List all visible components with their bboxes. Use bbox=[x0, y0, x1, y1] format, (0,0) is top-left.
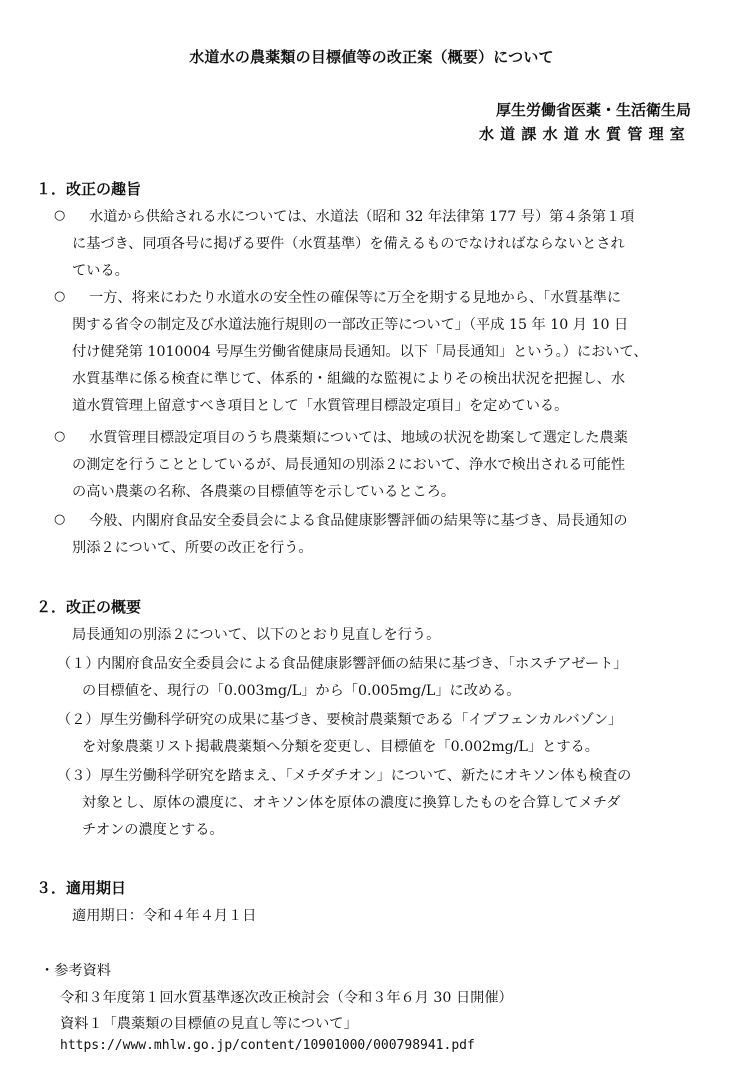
item-1-line: 内閣府食品安全委員会による食品健康影響評価の結果に基づき、「ホスチアゼート」 bbox=[97, 656, 628, 672]
item-2-line: を対象農薬リスト掲載農薬類へ分類を変更し、目標値を「0.002mg/L」とする。 bbox=[82, 739, 599, 755]
reference-label: ・参考資料 bbox=[40, 963, 111, 979]
document-title: 水道水の農薬類の目標値等の改正案（概要）について bbox=[189, 48, 554, 66]
item-1-label: （１） bbox=[57, 656, 100, 672]
para-2-line: 水質基準に係る検査に準じて、体系的・組織的な監視によりその検出状況を把握し、水 bbox=[72, 371, 626, 387]
para-1-line: に基づき、同項各号に掲げる要件（水質基準）を備えるものでなければならないとされ bbox=[72, 236, 625, 252]
para-3-line: の高い農薬の名称、各農薬の目標値等を示しているところ。 bbox=[72, 484, 456, 500]
reference-meeting: 令和３年度第１回水質基準逐次改正検討会（令和３年６月 30 日開催） bbox=[60, 990, 513, 1006]
item-3-label: （３） bbox=[57, 768, 100, 784]
para-1-line: ている。 bbox=[72, 263, 129, 279]
issuing-bureau: 厚生労働省医薬・生活衛生局 bbox=[495, 101, 691, 119]
bullet-circle: ○ bbox=[54, 208, 66, 223]
para-2-line: 付け健発第 1010004 号厚生労働省健康局長通知。以下「局長通知」という。）において、 bbox=[72, 344, 648, 360]
item-1-line: の目標値を、現行の「0.003mg/L」から「0.005mg/L」に改める。 bbox=[82, 683, 521, 699]
para-4-line: 今般、内閣府食品安全委員会による食品健康影響評価の結果等に基づき、局長通知の bbox=[89, 513, 628, 529]
para-3-line: の測定を行うこととしているが、局長通知の別添２において、浄水で検出される可能性 bbox=[72, 457, 626, 473]
item-3-line: 厚生労働科学研究を踏まえ、「メチダチオン」について、新たにオキソン体も検査の bbox=[100, 768, 632, 784]
reference-document: 資料１「農薬類の目標値の見直し等について」 bbox=[60, 1016, 358, 1032]
issuing-office: 水道課水道水質管理室 bbox=[478, 125, 691, 143]
bullet-circle: ○ bbox=[54, 289, 66, 304]
bullet-circle: ○ bbox=[54, 429, 66, 444]
bullet-circle: ○ bbox=[54, 512, 66, 527]
para-2-line: 関する省令の制定及び水道法施行規則の一部改正等について」（平成 15 年 10 月 10 日 bbox=[72, 317, 629, 333]
para-3-line: 水質管理目標設定項目のうち農薬類については、地域の状況を勘案して選定した農薬 bbox=[89, 430, 628, 446]
reference-url-link[interactable]: https://www.mhlw.go.jp/content/10901000/000798941.pdf bbox=[60, 1038, 475, 1053]
section-2-heading: ２．改正の概要 bbox=[36, 598, 142, 616]
item-3-line: 対象とし、原体の濃度に、オキソン体を原体の濃度に換算したものを合算してメチダ bbox=[82, 795, 621, 811]
item-2-label: （２） bbox=[57, 712, 100, 728]
item-3-line: チオンの濃度とする。 bbox=[82, 822, 224, 838]
item-2-line: 厚生労働科学研究の成果に基づき、要検討農薬類である「イプフェンカルバゾン」 bbox=[100, 712, 623, 728]
para-2-line: 道水質管理上留意すべき項目として「水質管理目標設定項目」を定めている。 bbox=[72, 398, 569, 414]
para-2-line: 一方、将来にわたり水道水の安全性の確保等に万全を期する見地から、「水質基準に bbox=[89, 290, 622, 306]
para-4-line: 別添２について、所要の改正を行う。 bbox=[72, 540, 313, 556]
section-2-intro: 局長通知の別添２について、以下のとおり見直しを行う。 bbox=[72, 627, 441, 643]
section-1-heading: １．改正の趣旨 bbox=[36, 180, 142, 198]
section-3-heading: ３．適用期日 bbox=[36, 879, 127, 897]
para-1-line: 水道から供給される水については、水道法（昭和 32 年法律第 177 号）第４条第１項 bbox=[89, 209, 635, 225]
effective-date: 適用期日：令和４年４月１日 bbox=[72, 908, 257, 924]
